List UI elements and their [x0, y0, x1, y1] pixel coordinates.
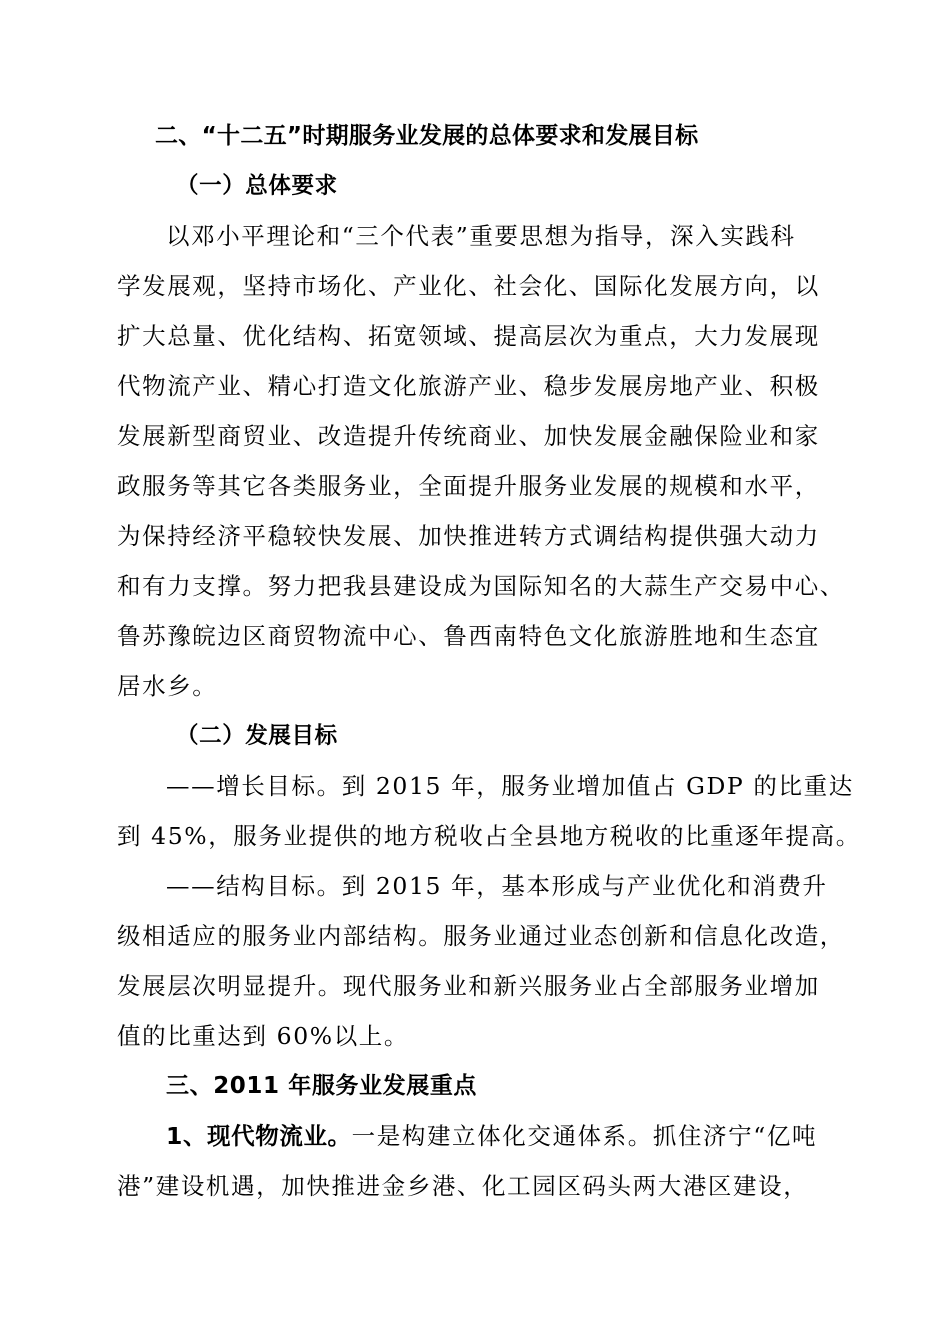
body-line: 到 45%，服务业提供的地方税收占全县地方税收的比重逐年提高。: [117, 822, 861, 850]
body-line: ——增长目标。到 2015 年，服务业增加值占 GDP 的比重达: [166, 772, 854, 800]
body-line: ——结构目标。到 2015 年，基本形成与产业优化和消费升: [166, 872, 828, 900]
item-1-text: 一是构建立体化交通体系。抓住济宁“亿吨: [351, 1122, 818, 1150]
chapter-heading: 二、“十二五”时期服务业发展的总体要求和发展目标: [155, 123, 699, 149]
body-line: 扩大总量、优化结构、拓宽领域、提高层次为重点，大力发展现: [117, 322, 820, 350]
body-line-item-1: [166, 1111, 926, 1161]
body-line: 政服务等其它各类服务业，全面提升服务业发展的规模和水平，: [117, 472, 820, 500]
item-1-lead: 1、现代物流业。: [166, 1122, 352, 1150]
body-line: 学发展观，坚持市场化、产业化、社会化、国际化发展方向，以: [117, 272, 820, 300]
section-heading-general-requirements: （一）总体要求: [176, 173, 338, 199]
body-line: 港”建设机遇，加快推进金乡港、化工园区码头两大港区建设，: [117, 1172, 809, 1200]
body-line: 和有力支撑。努力把我县建设成为国际知名的大蒜生产交易中心、: [117, 572, 845, 600]
chapter-heading-2011-priorities: 三、2011 年服务业发展重点: [166, 1073, 478, 1099]
section-heading-development-goals: （二）发展目标: [176, 723, 338, 749]
body-line: 以邓小平理论和“三个代表”重要思想为指导，深入实践科: [166, 222, 796, 250]
body-line: 为保持经济平稳较快发展、加快推进转方式调结构提供强大动力: [117, 522, 820, 550]
body-line: 发展新型商贸业、改造提升传统商业、加快发展金融保险业和家: [117, 422, 820, 450]
body-line: 级相适应的服务业内部结构。服务业通过业态创新和信息化改造，: [117, 922, 845, 950]
body-line: 居水乡。: [117, 672, 218, 700]
body-line: 值的比重达到 60%以上。: [117, 1022, 410, 1050]
body-line: 代物流产业、精心打造文化旅游产业、稳步发展房地产业、积极: [117, 372, 820, 400]
body-line: 发展层次明显提升。现代服务业和新兴服务业占全部服务业增加: [117, 972, 820, 1000]
body-line: 鲁苏豫皖边区商贸物流中心、鲁西南特色文化旅游胜地和生态宜: [117, 622, 820, 650]
